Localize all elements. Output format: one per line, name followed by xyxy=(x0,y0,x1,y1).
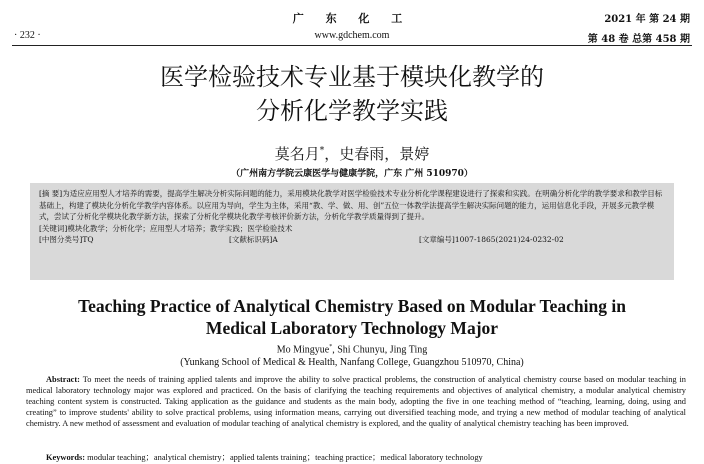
chinese-keywords: [关键词]模块化教学；分析化学；应用型人才培养；教学实践；医学检验技术 xyxy=(39,223,293,233)
corresponding-mark: * xyxy=(319,146,325,156)
keywords-label: Keywords: xyxy=(46,453,86,462)
journal-url[interactable]: www.gdchem.com xyxy=(314,30,390,41)
header-rule xyxy=(12,45,692,46)
english-title-line1: Teaching Practice of Analytical Chemistry Based on Modular Teaching in xyxy=(78,296,626,316)
chinese-authors xyxy=(0,143,704,164)
journal-name: 广 东 化 工 xyxy=(292,12,412,25)
keywords-text: modular teaching；analytical chemistry；applied talents training；teaching practice；medical laboratory technology xyxy=(87,453,483,462)
year-issue: 2021 年 第 24 期 xyxy=(604,14,690,25)
english-authors xyxy=(0,344,704,355)
chinese-title xyxy=(0,60,704,128)
page-number: · 232 · xyxy=(14,30,41,41)
english-title-line2: Medical Laboratory Technology Major xyxy=(205,318,499,338)
english-first-author: Mo Mingyue xyxy=(276,344,330,356)
document-code: [文献标识码]A xyxy=(229,235,278,244)
chinese-abstract: [摘 要]为适应应用型人才培养的需要，提高学生解决分析实际问题的能力，采用模块化教学对医学检验技术专业分析化学课程建设进行了探索和实践。在明确分析化学的教学要求和教学目标基础上，构建了模块化分析化学教学内容体系。以应用为导向，学生为主体，采用“教、学、做、用、创”五位一体教学法提高学生解决实际问题的能力，运用信息化手段，开展多元教学模式，尝试了分析化学模块化教学新方法，探索了分析化学模块化教学考核评价新方法，分析化学教学质量得到了提升。 xyxy=(39,189,663,221)
chinese-title-line2: 分析化学教学实践 xyxy=(256,97,448,125)
english-other-authors: , Shi Chunyu, Jing Ting xyxy=(332,344,428,356)
english-keywords xyxy=(46,452,686,463)
classification-row xyxy=(39,234,665,246)
english-abstract xyxy=(26,374,686,429)
chinese-title-line1: 医学检验技术专业基于模块化教学的 xyxy=(160,63,544,91)
volume-total: 第 48 卷 总第 458 期 xyxy=(587,34,690,45)
running-header xyxy=(0,0,704,50)
english-corresponding-mark: * xyxy=(329,344,333,350)
chinese-first-author: 莫名月 xyxy=(274,145,320,163)
abstract-label: Abstract: xyxy=(46,375,80,384)
chinese-other-authors: ，史春雨，景婷 xyxy=(324,145,430,163)
article-number: [文章编号]1007-1865(2021)24-0232-02 xyxy=(419,235,564,244)
chinese-abstract-box xyxy=(30,183,674,280)
english-title xyxy=(0,295,704,339)
abstract-text: To meet the needs of training applied talents and improve the ability to solve practical problems, the construction of analytical chemistry course based on modular teaching in medical laboratory technology major was explored and practiced. On the basis of clarifying the teaching requirements and objectives of analytical chemistry, a modular analytical chemistry teaching content system is constructed. Taking application as the guidance and students as the main body, adopting the five in one teaching method of “teaching, learning, doing, using and creating” to improve students' ability to solve practical problems, using information means, carrying out diversified teaching mode, and trying a new method of modular teaching of analytical chemistry. A new method of assessment and evaluation of modular teaching of analytical chemistry is explored, and the quality of analytical chemistry teaching has been improved. xyxy=(26,375,686,429)
clc-number: [中图分类号]TQ xyxy=(39,235,94,244)
english-affiliation: (Yunkang School of Medical & Health, Nanfang College, Guangzhou 510970, China) xyxy=(180,357,524,368)
chinese-affiliation: （广州南方学院云康医学与健康学院，广东 广州 510970） xyxy=(231,169,473,179)
